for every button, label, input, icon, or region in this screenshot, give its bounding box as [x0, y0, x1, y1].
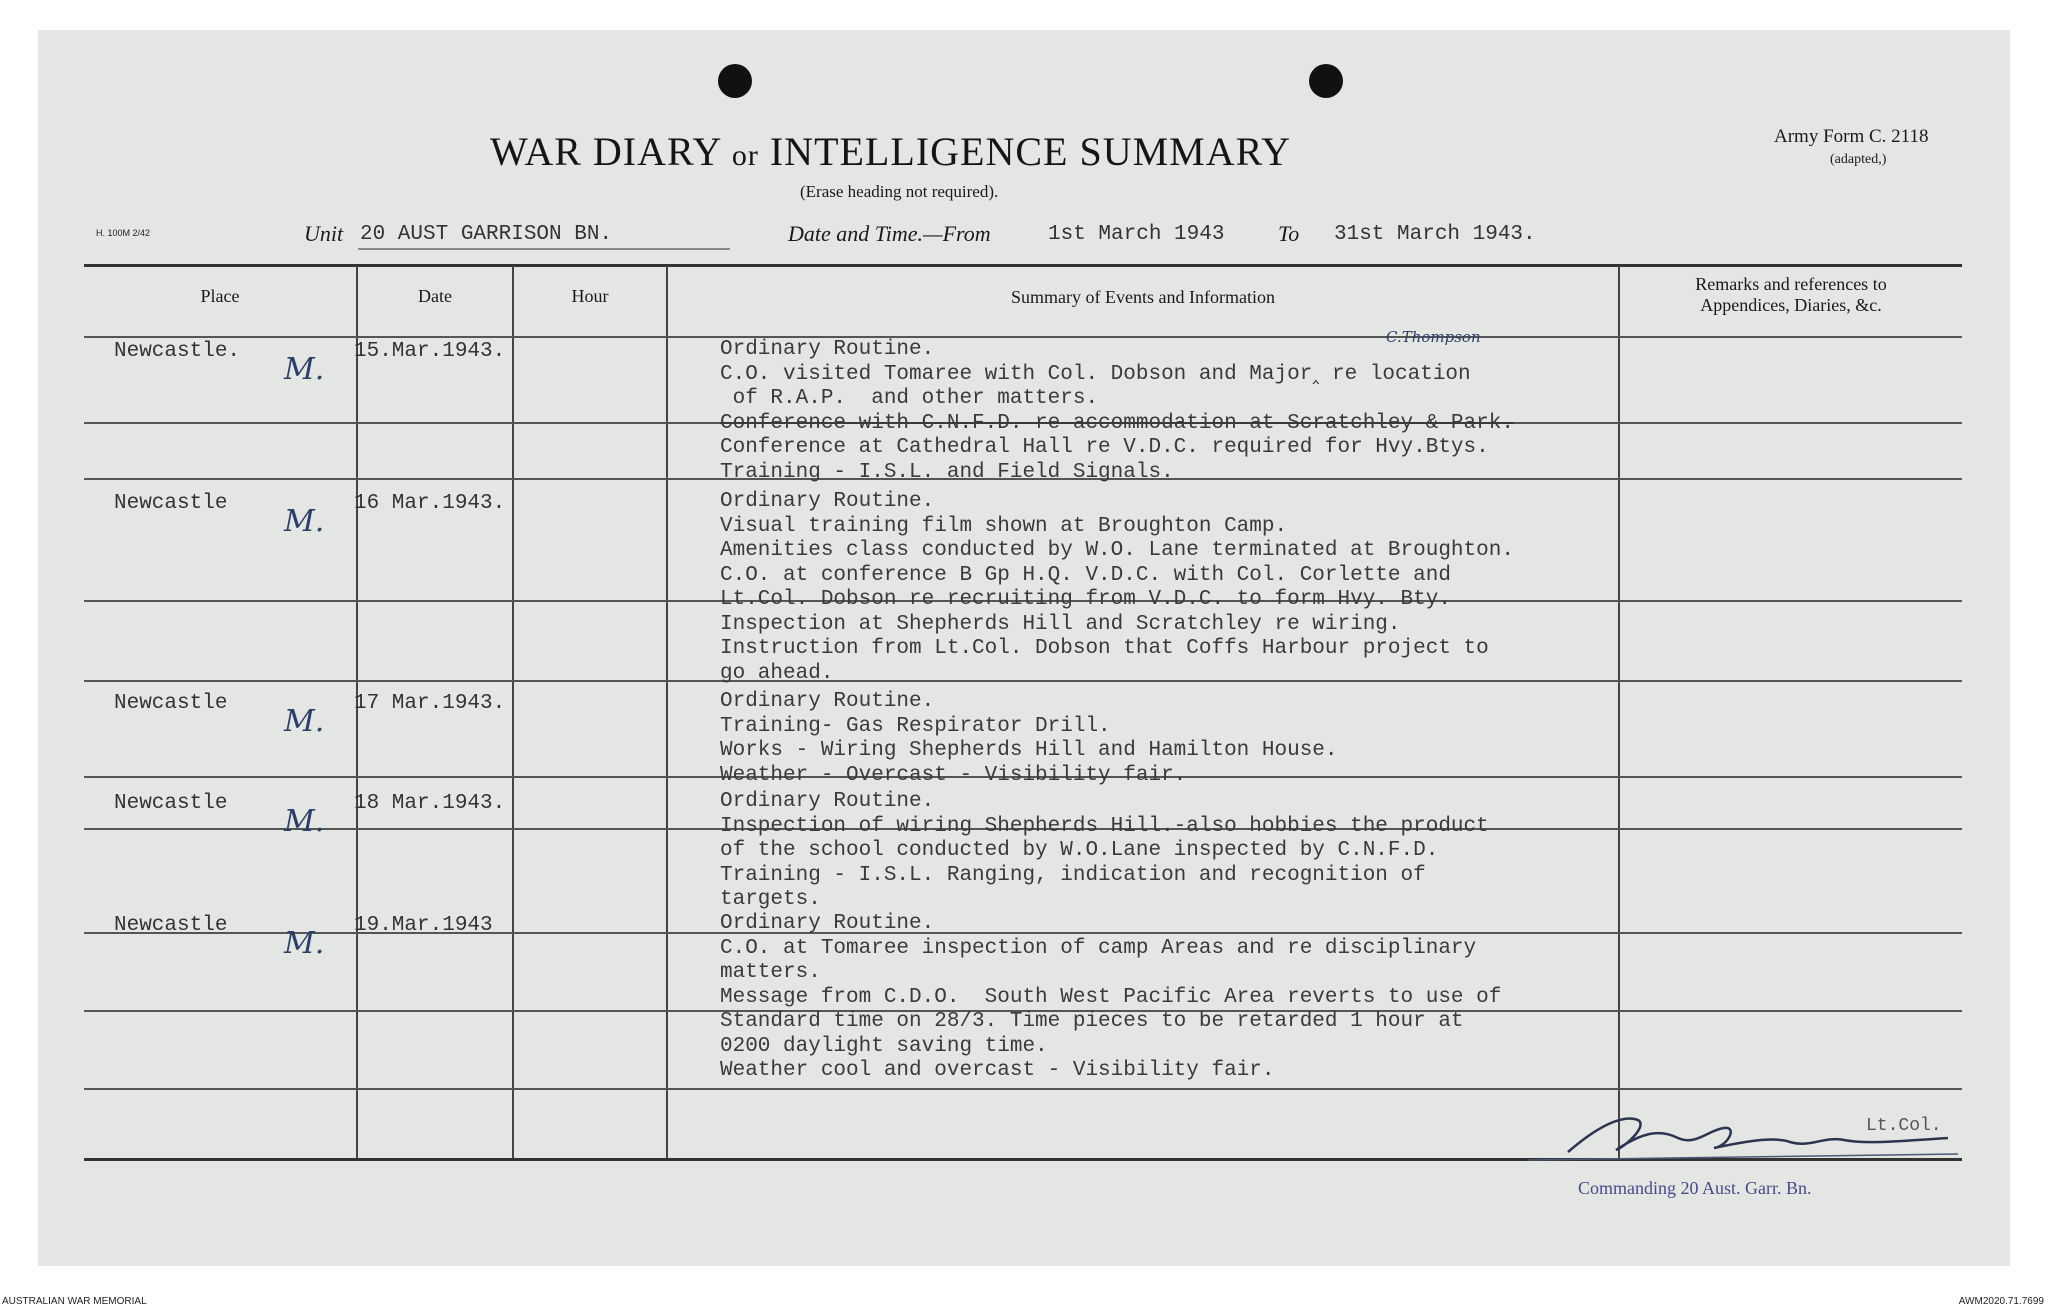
summary-line: Training- Gas Respirator Drill.	[720, 714, 1111, 738]
entry-initials: M.	[284, 804, 325, 839]
summary-line: Inspection at Shepherds Hill and Scratchley re wiring.	[720, 612, 1401, 636]
subtitle: (Erase heading not required).	[800, 182, 999, 201]
entry-place: Newcastle	[114, 792, 228, 815]
title-or: or	[731, 139, 759, 172]
date-label: Date and Time.—From	[788, 221, 991, 246]
commanding-stamp: Commanding 20 Aust. Garr. Bn.	[1578, 1178, 1812, 1198]
title-part1: WAR DIARY	[490, 129, 721, 174]
remarks-header-line2: Appendices, Diaries, &c.	[1700, 295, 1882, 315]
to-date: 31st March 1943.	[1334, 223, 1536, 246]
summary-line: targets.	[720, 888, 821, 911]
army-form: Army Form C. 2118	[1774, 126, 1929, 147]
page-title	[490, 128, 1291, 175]
summary-line: C.O. at conference B Gp H.Q. V.D.C. with Col. Corlette and	[720, 563, 1451, 587]
unit-underline	[358, 248, 730, 250]
summary-line: Lt.Col. Dobson re recruiting from V.D.C. to form Hvy. Bty.	[720, 588, 1451, 611]
summary-line: Ordinary Routine.	[720, 338, 935, 361]
diary-sheet	[38, 30, 2010, 1266]
summary-line: matters.	[720, 961, 821, 984]
form-code: H. 100M 2/42	[96, 228, 151, 238]
summary-line: Weather - Overcast - Visibility fair.	[720, 763, 1187, 787]
summary-line: Ordinary Routine.	[720, 690, 935, 713]
summary-line: Ordinary Routine.	[720, 490, 935, 513]
entry-date: 16 Mar.1943.	[354, 492, 506, 515]
col-divider-3	[666, 266, 668, 1158]
entry-place: Newcastle	[114, 492, 228, 515]
from-date: 1st March 1943	[1048, 223, 1225, 246]
summary-line: Training - I.S.L. Ranging, indication and recognition of	[720, 863, 1426, 887]
ruled-line	[84, 336, 1962, 338]
summary-line: Ordinary Routine.	[720, 912, 935, 935]
summary-line: 0200 daylight saving time.	[720, 1034, 1048, 1058]
entry-initials: M.	[284, 352, 325, 387]
entry-annotation: C.Thompson	[1386, 328, 1481, 346]
summary-line: Standard time on 28/3. Time pieces to be retarded 1 hour at	[720, 1010, 1464, 1033]
unit-value: 20 AUST GARRISON BN.	[360, 223, 613, 246]
footer-left: AUSTRALIAN WAR MEMORIAL	[2, 1296, 147, 1307]
unit-label: Unit	[304, 221, 344, 246]
ruled-line	[84, 1088, 1962, 1090]
remarks-header-line1: Remarks and references to	[1695, 274, 1887, 294]
summary-line: Conference with C.N.F.D. re accommodation at Scratchley & Park.	[720, 411, 1514, 435]
col-header-remarks	[1620, 274, 1962, 316]
entry-place: Newcastle	[114, 692, 228, 715]
col-divider-2	[512, 266, 514, 1158]
summary-line: C.O. visited Tomaree with Col. Dobson and Major‸ re location	[720, 362, 1471, 386]
col-header-date: Date	[418, 286, 452, 306]
summary-line: Works - Wiring Shepherds Hill and Hamilton House.	[720, 739, 1338, 762]
summary-line: go ahead.	[720, 661, 834, 685]
entry-date: 17 Mar.1943.	[354, 692, 506, 715]
summary-line: Weather cool and overcast - Visibility fair.	[720, 1059, 1275, 1082]
adapted-note: (adapted,)	[1830, 152, 1887, 167]
col-header-summary: Summary of Events and Information	[1011, 287, 1275, 307]
punch-hole-left	[718, 64, 752, 98]
signature-scribble	[1528, 1106, 1968, 1166]
entry-place: Newcastle	[114, 914, 228, 937]
title-part2: INTELLIGENCE SUMMARY	[769, 129, 1291, 174]
col-header-place: Place	[200, 286, 240, 306]
to-label: To	[1278, 221, 1300, 246]
summary-line: of the school conducted by W.O.Lane inspected by C.N.F.D.	[720, 839, 1439, 862]
ruled-line	[84, 680, 1962, 682]
summary-line: Training - I.S.L. and Field Signals.	[720, 460, 1174, 484]
entry-date: 18 Mar.1943.	[354, 792, 506, 815]
summary-line: of R.A.P. and other matters.	[720, 387, 1099, 410]
summary-line: Amenities class conducted by W.O. Lane terminated at Broughton.	[720, 539, 1514, 562]
summary-line: Instruction from Lt.Col. Dobson that Coffs Harbour project to	[720, 637, 1489, 660]
summary-line: C.O. at Tomaree inspection of camp Areas and re disciplinary	[720, 936, 1477, 960]
entry-initials: M.	[284, 926, 325, 961]
entry-date: 15.Mar.1943.	[354, 340, 506, 363]
entry-place: Newcastle.	[114, 340, 241, 363]
col-header-hour: Hour	[571, 286, 609, 306]
col-divider-4	[1618, 266, 1620, 1158]
table-top-border	[84, 264, 1962, 267]
entry-initials: M.	[284, 704, 325, 739]
entry-date: 19.Mar.1943	[354, 914, 493, 937]
signature-rank: Lt.Col.	[1866, 1116, 1942, 1136]
summary-line: Message from C.D.O. South West Pacific Area reverts to use of	[720, 985, 1502, 1009]
summary-line: Visual training film shown at Broughton Camp.	[720, 514, 1288, 538]
entry-initials: M.	[284, 504, 325, 539]
punch-hole-right	[1309, 64, 1343, 98]
summary-line: Conference at Cathedral Hall re V.D.C. required for Hvy.Btys.	[720, 436, 1489, 459]
footer-right: AWM2020.71.7699	[1958, 1296, 2044, 1307]
summary-line: Ordinary Routine.	[720, 790, 935, 813]
summary-line: Inspection of wiring Shepherds Hill.-also hobbies the product	[720, 814, 1489, 838]
